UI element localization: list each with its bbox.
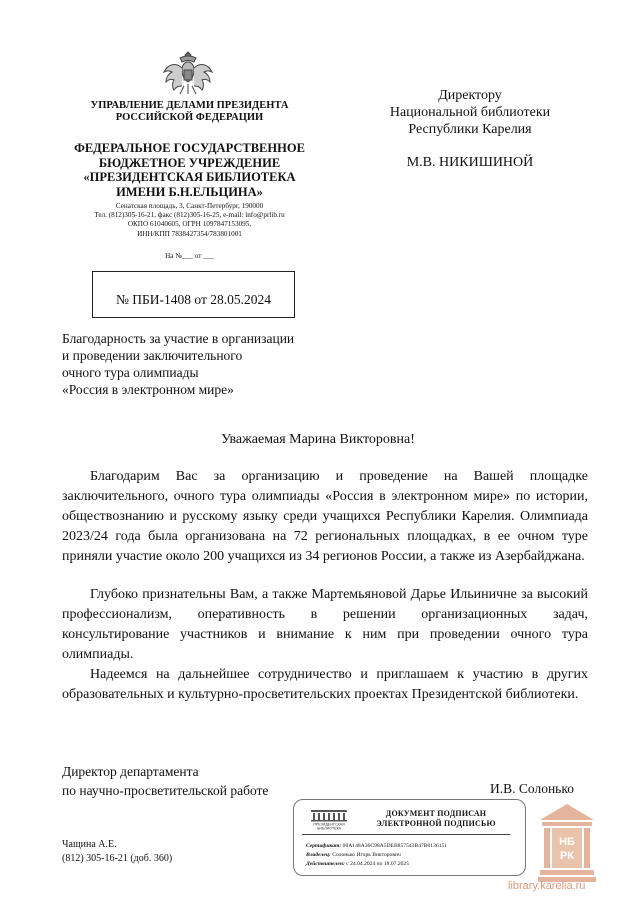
subject-line-2: и проведении заключительного — [62, 348, 243, 363]
reference-line: На №___ от ___ — [165, 252, 214, 260]
coat-of-arms-emblem — [162, 48, 214, 98]
executor-block — [62, 838, 172, 865]
institution-line-2: БЮДЖЕТНОЕ УЧРЕЖДЕНИЕ — [98, 155, 281, 170]
svg-text:ПРЕЗИДЕНТСКАЯ: ПРЕЗИДЕНТСКАЯ — [313, 822, 345, 827]
ministry-line-1: УПРАВЛЕНИЕ ДЕЛАМИ ПРЕЗИДЕНТА — [90, 100, 289, 111]
recipient-name: М.В. НИКИШИНОЙ — [406, 155, 534, 170]
ministry-line-2: РОССИЙСКОЙ ФЕДЕРАЦИИ — [115, 112, 264, 123]
electronic-signature-stamp — [293, 799, 526, 876]
recipient-block — [362, 87, 578, 138]
stamp-validity-row — [306, 861, 409, 868]
recipient-line-2: Национальной библиотеки — [389, 105, 551, 120]
svg-text:НБ: НБ — [559, 836, 575, 848]
validity-label: Действителен: — [306, 861, 345, 867]
salutation: Уважаемая Марина Викторовна! — [221, 432, 415, 447]
validity-value: с 24.04.2024 по 18.07.2025 — [346, 861, 410, 867]
institution-line-1: ФЕДЕРАЛЬНОЕ ГОСУДАРСТВЕННОЕ — [74, 141, 305, 155]
stamp-certificate-row — [306, 843, 447, 850]
stamp-title-line-2: ЭЛЕКТРОННОЙ ПОДПИСЬЮ — [376, 819, 496, 828]
certificate-label: Сертификат: — [306, 843, 342, 849]
subject-line-4: «Россия в электронном мире» — [62, 382, 234, 397]
recipient-line-1: Директору — [438, 88, 502, 103]
body-paragraph-1: Благодарим Вас за организацию и проведение на Вашей площадке заключительного, очного тура олимпиады «Россия в электронном мире» по истории, обществознанию и русскому языку среди учащихся Республики Карелия. Олимпиада 2023/24 года была организована на 72 региональных площадках, в ее очном туре приняли участие около 200 учащихся из 34 регионов России, а также из Азербайджана. — [62, 469, 588, 564]
inn-line: ИНН/КПП 7838427354/783801001 — [137, 229, 242, 238]
signatory-title — [62, 762, 268, 800]
stamp-divider — [302, 834, 510, 835]
institution-header — [62, 141, 317, 199]
phones-line: Тел. (812)305-16-21, факс (812)305-16-25, e-mail: info@prlib.ru — [94, 211, 285, 220]
address-line: Сенатская площадь, 3, Санкт-Петербург, 190000 — [115, 202, 264, 210]
stamp-title — [356, 809, 516, 829]
signatory-title-line-2: по научно-просветительской работе — [62, 783, 269, 798]
svg-text:БИБЛИОТЕКА: БИБЛИОТЕКА — [316, 826, 342, 830]
institution-contacts — [62, 202, 317, 239]
certificate-value: 00A148A36C98A5DEB857543B47B0136151 — [342, 843, 448, 849]
national-library-logo-icon — [536, 800, 598, 884]
library-logo-icon — [307, 808, 351, 830]
letter-subject — [62, 330, 352, 398]
owner-label: Владелец: — [306, 852, 331, 858]
stamp-owner-row — [306, 852, 401, 859]
subject-line-1: Благодарность за участие в организации — [62, 331, 295, 346]
watermark-text: library.karelia.ru — [508, 880, 586, 892]
signatory-title-line-1: Директор департамента — [62, 764, 199, 779]
okpo-line: ОКПО 61040605, ОГРН 1097847153095, — [127, 220, 252, 229]
institution-line-3: «ПРЕЗИДЕНТСКАЯ БИБЛИОТЕКА — [83, 170, 296, 184]
document-number: № ПБИ-1408 от 28.05.2024 — [116, 292, 271, 307]
executor-name: Чащина А.Е. — [62, 839, 117, 850]
stamp-title-line-1: ДОКУМЕНТ ПОДПИСАН — [385, 809, 487, 818]
document-number-box — [92, 271, 295, 318]
svg-text:РК: РК — [559, 850, 575, 862]
recipient-line-3: Республики Карелия — [408, 122, 532, 137]
body-paragraph-3: Надеемся на дальнейшее сотрудничество и приглашаем к участию в других образовательных и культурно-просветительских проектах Президентской библиотеки. — [62, 667, 588, 702]
owner-value: Солонько Игорь Викторович — [332, 852, 401, 858]
subject-line-3: очного тура олимпиады — [62, 365, 199, 380]
ministry-header — [62, 100, 317, 124]
signatory-name: И.В. Солонько — [490, 781, 574, 796]
executor-phone: (812) 305-16-21 (доб. 360) — [62, 852, 173, 864]
institution-line-4: ИМЕНИ Б.Н.ЕЛЬЦИНА» — [116, 184, 263, 199]
body-paragraph-2: Глубоко признательны Вам, а также Мартемьяновой Дарье Ильиничне за высокий профессионализм, оперативность в решении организационных задач, консультирование участников и внимание к ним при проведении очного тура олимпиады. — [62, 587, 588, 662]
